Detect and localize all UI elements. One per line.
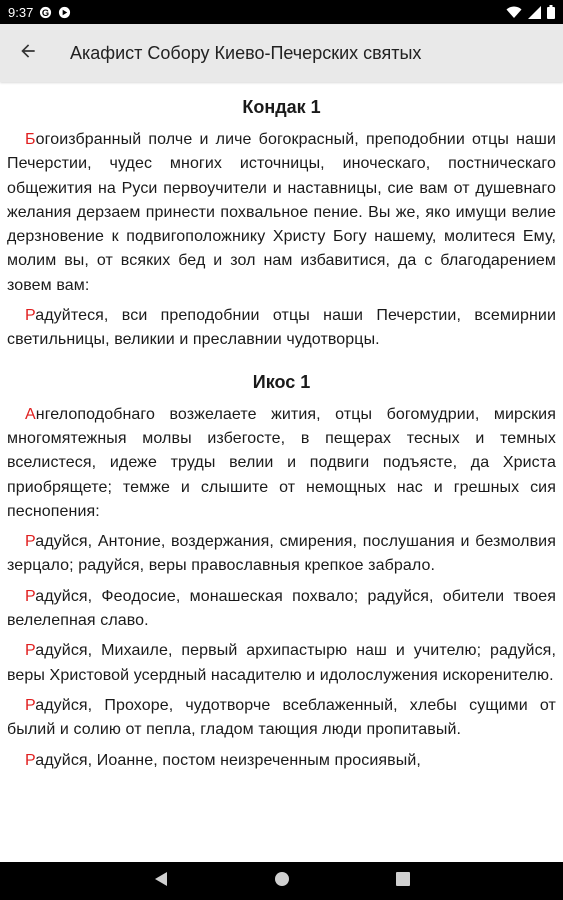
nav-home-button[interactable] <box>269 868 295 894</box>
battery-icon <box>547 5 555 19</box>
drop-letter: Р <box>25 751 36 769</box>
reading-content[interactable] <box>0 82 563 862</box>
paragraph-text: адуйся, Антоние, воздержания, смирения, послушания и безмолвия зерцало; радуйся, веры православныя крепкое забрало. <box>7 533 556 575</box>
paragraph <box>7 304 556 353</box>
status-time: 9:37 <box>8 4 34 20</box>
paragraph <box>7 128 556 298</box>
drop-letter: Р <box>25 642 36 660</box>
paragraph <box>7 585 556 634</box>
paragraph-text: адуйся, Иоанне, постом неизреченным просиявый, <box>35 751 421 769</box>
kondak-heading: Кондак 1 <box>242 97 321 117</box>
svg-text:G: G <box>42 7 50 18</box>
navigation-bar <box>0 862 563 900</box>
drop-letter: Б <box>25 131 36 148</box>
arrow-back-icon <box>18 41 38 66</box>
drop-letter: А <box>25 405 36 423</box>
square-recents-icon <box>396 872 410 891</box>
wifi-icon <box>506 6 522 19</box>
page-title: Акафист Собору Киево-Печерских святых <box>70 42 422 63</box>
back-button[interactable] <box>0 24 56 82</box>
drop-letter: Р <box>25 587 36 605</box>
paragraph-text: адуйся, Михаиле, первый архипастырю наш и учителю; радуйся, веры Христовой усердный насадителю и идолослужения искоренителю. <box>7 642 556 684</box>
drop-letter: Р <box>25 533 36 551</box>
status-bar <box>0 0 563 24</box>
google-icon <box>39 6 52 19</box>
circle-home-icon <box>274 871 290 892</box>
drop-letter: Р <box>25 696 36 714</box>
paragraph <box>7 639 556 688</box>
paragraph-text: нгелоподобнаго возжелаете жития, отцы богомудрии, мирския многомятежныя молвы избегосте, в пещерах тесных и темных вселистеся, идеже труды велии и подвиги подъясте, да Христа приобрящете; темже и слышите от немощных нас и грешных сия песнопения: <box>7 405 556 520</box>
triangle-back-icon <box>154 871 168 892</box>
paragraph <box>7 694 556 743</box>
paragraph <box>7 403 556 524</box>
paragraph <box>7 530 556 579</box>
signal-icon <box>528 6 541 19</box>
media-icon <box>58 6 71 19</box>
app-bar <box>0 24 563 82</box>
ikos-heading: Икос 1 <box>252 371 311 392</box>
paragraph-text: адуйтеся, вси преподобнии отцы наши Печерстии, всемирнии светильницы, великии и преславнии чудотворцы. <box>7 307 556 349</box>
paragraph-text: огоизбранный полче и личе богокрасный, преподобнии отцы наши Печерстии, чудес многих источницы, иноческаго, постническаго общежития на Руси первоучители и наставницы, сие вам от душевнаго желания дерзаем принести похвальное пение. Вы же, яко имущи велие дерзновение к подвигоположнику Христу Богу нашему, молитеся Ему, молим вы, от всяких бед и зол нам избавитися, да с благодарением зовем вам: <box>7 131 556 294</box>
nav-recents-button[interactable] <box>390 868 416 894</box>
paragraph-text: адуйся, Прохоре, чудотворче всеблаженный, хлебы сущими от былий и солию от пепла, гладом тающия люди пропитавый. <box>7 696 556 739</box>
nav-back-button[interactable] <box>148 868 174 894</box>
paragraph-text: адуйся, Феодосие, монашеская похвало; радуйся, обители твоея велелепная славо. <box>7 587 556 630</box>
drop-letter: Р <box>25 307 36 325</box>
paragraph <box>7 749 556 773</box>
